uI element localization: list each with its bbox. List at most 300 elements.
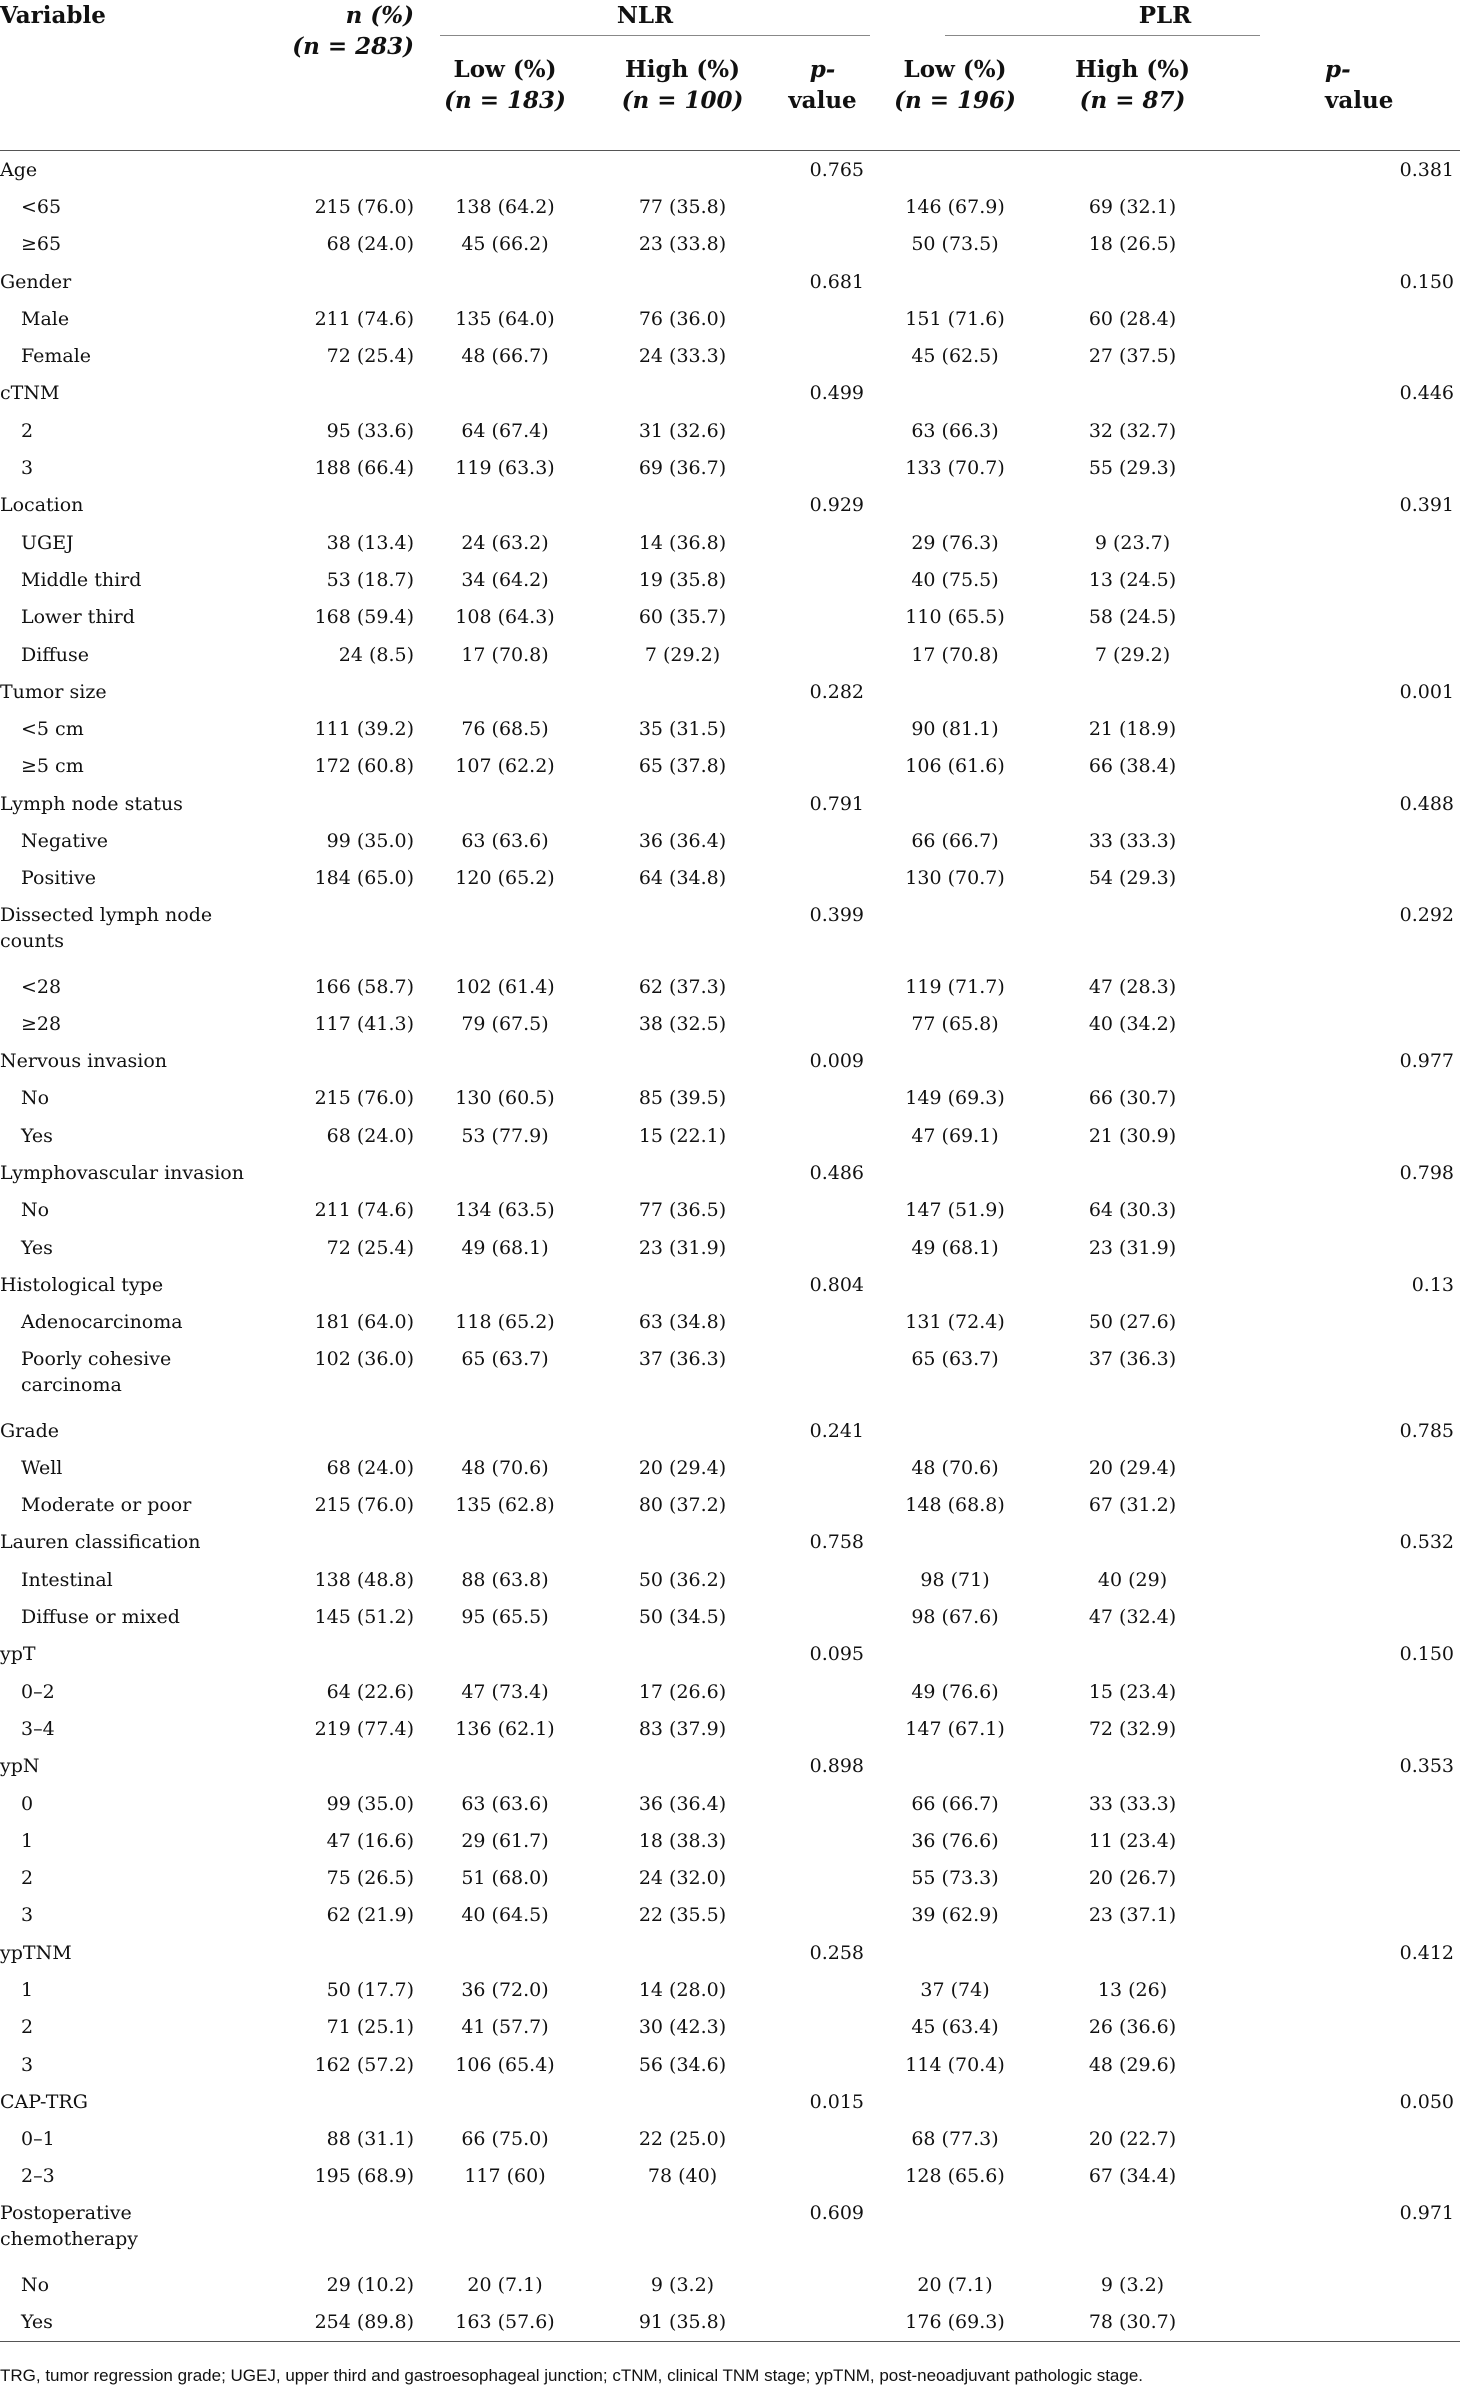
cell-plr-p-value [1225, 1192, 1460, 1229]
cell-plr-p-value [1225, 822, 1460, 859]
table-row [0, 636, 1460, 673]
cell-nlr-p-value: 0.499 [809, 382, 865, 405]
cell-plr-low: 131 (72.4) [905, 1311, 1005, 1334]
cell-plr-p-value [1225, 337, 1460, 374]
cell-nlr-p-value: 0.258 [809, 1941, 865, 1964]
cell-plr-high: 60 (28.4) [1088, 307, 1177, 330]
cell-nlr-high: 15 (22.1) [638, 1124, 727, 1147]
table-row [0, 337, 1460, 374]
cell-nlr-high: 35 (31.5) [638, 718, 727, 741]
table-row [0, 2158, 1460, 2195]
cell-nlr-high: 56 (34.6) [638, 2053, 727, 2076]
cell-nlr-low: 41 (57.7) [461, 2016, 549, 2039]
cell-n-total: 64 (22.6) [326, 1680, 414, 1703]
cell-n-total: 68 (24.0) [326, 1456, 414, 1479]
cell-plr-low: 176 (69.3) [870, 2303, 1040, 2341]
cell-nlr-p-value: 0.929 [809, 494, 865, 517]
cell-plr-low: 39 (62.9) [911, 1904, 999, 1927]
cell-n-total: 219 (77.4) [314, 1717, 414, 1740]
cell-variable: Lymphovascular invasion [0, 1162, 244, 1185]
cell-nlr-low: 24 (63.2) [461, 531, 549, 554]
cell-n-total: 102 (36.0) [314, 1347, 414, 1370]
cell-plr-low: 148 (68.8) [905, 1494, 1005, 1517]
cell-nlr-low: 130 (60.5) [455, 1087, 555, 1110]
header-plr-high: High (%) (n = 87) [1040, 36, 1225, 151]
cell-plr-p-value [1225, 1487, 1460, 1524]
cell-plr-high [1040, 673, 1225, 710]
cell-nlr-p-value [775, 1192, 870, 1229]
cell-plr-high: 21 (18.9) [1088, 718, 1177, 741]
cell-plr-p-value [1225, 2046, 1460, 2083]
table-row [0, 1229, 1460, 1266]
cell-nlr-p-value: 0.015 [809, 2090, 865, 2113]
cell-variable: 3 [21, 2053, 34, 2076]
cell-plr-high: 69 (32.1) [1088, 195, 1177, 218]
cell-nlr-p-value [775, 561, 870, 598]
cell-plr-high: 20 (26.7) [1088, 1867, 1177, 1890]
cell-nlr-high [590, 1412, 775, 1449]
table-row [0, 561, 1460, 598]
cell-variable: Diffuse or mixed [21, 1606, 180, 1629]
cell-nlr-p-value [775, 710, 870, 747]
cell-n-total: 68 (24.0) [326, 233, 414, 256]
cell-variable: CAP-TRG [0, 2090, 88, 2113]
table-row [0, 1561, 1460, 1598]
cell-nlr-low: 95 (65.5) [461, 1606, 549, 1629]
cell-plr-low: 20 (7.1) [917, 2273, 993, 2296]
cell-nlr-low: 163 (57.6) [420, 2303, 590, 2341]
cell-plr-low: 147 (67.1) [905, 1717, 1005, 1740]
cell-plr-high: 13 (24.5) [1088, 568, 1177, 591]
cell-plr-p-value [1225, 1673, 1460, 1710]
cell-variable: Diffuse [21, 643, 90, 666]
cell-variable: Yes [0, 2303, 260, 2341]
cell-variable: ≥5 cm [21, 755, 84, 778]
table-body [0, 151, 1460, 2342]
table-header [0, 0, 1460, 151]
header-nlr-low: Low (%) (n = 183) [420, 36, 590, 151]
cell-nlr-low: 135 (62.8) [455, 1494, 555, 1517]
table-row [0, 412, 1460, 449]
cell-nlr-high: 22 (25.0) [638, 2128, 727, 2151]
cell-nlr-high [590, 263, 775, 300]
cell-nlr-p-value: 0.609 [809, 2202, 865, 2225]
cell-plr-p-value: 0.050 [1399, 2090, 1455, 2113]
cell-variable: ypT [0, 1643, 36, 1666]
cell-plr-low: 77 (65.8) [911, 1012, 999, 1035]
cell-variable: Middle third [21, 568, 142, 591]
cell-n-total: 88 (31.1) [326, 2128, 414, 2151]
cell-nlr-high: 37 (36.3) [638, 1347, 727, 1370]
table-row [0, 710, 1460, 747]
cell-n-total: 62 (21.9) [326, 1904, 414, 1927]
cell-plr-p-value [1225, 561, 1460, 598]
cell-plr-low [870, 151, 1040, 189]
table-row [0, 2266, 1460, 2303]
cell-plr-high: 40 (34.2) [1088, 1012, 1177, 1035]
cell-variable: 1 [21, 1979, 34, 2001]
cell-plr-p-value: 0.488 [1399, 792, 1455, 815]
cell-plr-p-value [1225, 636, 1460, 673]
cell-variable: Yes [21, 1124, 53, 1147]
table-row-category [0, 897, 1460, 968]
header-plr: PLR [870, 0, 1460, 36]
cell-plr-low: 98 (71) [920, 1568, 990, 1591]
cell-plr-high [1040, 897, 1225, 968]
cell-nlr-p-value [775, 2009, 870, 2046]
cell-plr-low [870, 375, 1040, 412]
cell-plr-high [1040, 1043, 1225, 1080]
cell-plr-p-value: 0.532 [1399, 1531, 1455, 1554]
table-row-category [0, 263, 1460, 300]
cell-nlr-low: 36 (72.0) [461, 1979, 549, 2001]
table-row [0, 822, 1460, 859]
table-row-category [0, 1043, 1460, 1080]
cell-nlr-p-value [775, 412, 870, 449]
cell-nlr-low [420, 487, 590, 524]
cell-variable: Grade [0, 1419, 59, 1442]
cell-plr-high: 18 (26.5) [1088, 233, 1177, 256]
cell-nlr-low: 76 (68.5) [461, 718, 549, 741]
cell-plr-low: 66 (66.7) [911, 829, 999, 852]
cell-plr-p-value [1225, 1341, 1460, 1412]
cell-plr-high [1040, 2083, 1225, 2120]
cell-nlr-low: 135 (64.0) [455, 307, 555, 330]
cell-plr-high: 23 (37.1) [1088, 1904, 1177, 1927]
cell-n-total [260, 2195, 420, 2266]
cell-plr-low: 45 (62.5) [911, 345, 999, 368]
cell-variable: No [21, 1087, 50, 1110]
cell-nlr-low: 88 (63.8) [461, 1568, 549, 1591]
cell-n-total [260, 897, 420, 968]
cell-nlr-low: 29 (61.7) [461, 1829, 549, 1852]
cell-variable: Adenocarcinoma [21, 1311, 183, 1334]
cell-plr-low: 49 (68.1) [911, 1236, 999, 1259]
cell-n-total: 211 (74.6) [314, 1199, 414, 1222]
header-nlr: NLR [420, 0, 870, 36]
cell-nlr-low [420, 375, 590, 412]
table-row [0, 300, 1460, 337]
cell-nlr-p-value [775, 1117, 870, 1154]
cell-nlr-p-value [775, 1080, 870, 1117]
cell-variable: Negative [21, 829, 109, 852]
cell-nlr-p-value: 0.765 [809, 158, 865, 181]
cell-nlr-low: 79 (67.5) [461, 1012, 549, 1035]
table-row [0, 449, 1460, 486]
cell-plr-p-value [1225, 1561, 1460, 1598]
cell-plr-low: 128 (65.6) [905, 2165, 1005, 2188]
cell-plr-p-value: 0.446 [1399, 382, 1455, 405]
cell-n-total [260, 151, 420, 189]
cell-nlr-high [590, 487, 775, 524]
cell-nlr-low: 34 (64.2) [461, 568, 549, 591]
cell-nlr-low: 65 (63.7) [461, 1347, 549, 1370]
cell-nlr-low [420, 785, 590, 822]
cell-nlr-high: 60 (35.7) [638, 606, 727, 629]
cell-nlr-low: 47 (73.4) [461, 1680, 549, 1703]
cell-nlr-p-value [775, 300, 870, 337]
cell-plr-low [870, 1154, 1040, 1191]
cell-nlr-high: 17 (26.6) [638, 1680, 727, 1703]
cell-plr-high: 64 (30.3) [1088, 1199, 1177, 1222]
cell-plr-low: 149 (69.3) [905, 1087, 1005, 1110]
table-row-category [0, 2195, 1460, 2266]
cell-variable: ≥28 [21, 1012, 62, 1035]
cell-variable: cTNM [0, 382, 60, 405]
cell-nlr-p-value [775, 1897, 870, 1934]
cell-plr-p-value: 0.292 [1399, 903, 1455, 926]
cell-plr-high [1040, 1934, 1225, 1971]
cell-plr-p-value: 0.971 [1399, 2202, 1455, 2225]
cell-plr-low: 133 (70.7) [905, 457, 1005, 480]
cell-plr-high [1040, 1154, 1225, 1191]
cell-plr-high: 67 (31.2) [1088, 1494, 1177, 1517]
cell-plr-low [870, 1524, 1040, 1561]
cell-nlr-low: 64 (67.4) [461, 419, 549, 442]
cell-nlr-p-value [775, 1487, 870, 1524]
cell-plr-low: 48 (70.6) [911, 1456, 999, 1479]
cell-plr-p-value [1225, 300, 1460, 337]
cell-nlr-high: 31 (32.6) [638, 419, 727, 442]
cell-nlr-high [590, 2195, 775, 2266]
cell-n-total [260, 1412, 420, 1449]
cell-nlr-p-value [775, 1822, 870, 1859]
cell-nlr-high: 14 (36.8) [638, 531, 727, 554]
cell-nlr-p-value [775, 524, 870, 561]
table-row-category [0, 785, 1460, 822]
cell-nlr-p-value: 0.095 [809, 1643, 865, 1666]
cell-variable: 2–3 [21, 2165, 55, 2188]
cell-plr-high: 78 (30.7) [1040, 2303, 1225, 2341]
cell-nlr-high [590, 897, 775, 968]
cell-nlr-low [420, 2083, 590, 2120]
cell-nlr-p-value [775, 2046, 870, 2083]
cell-nlr-p-value: 0.009 [809, 1050, 865, 1073]
table-row-category [0, 673, 1460, 710]
cell-plr-low: 90 (81.1) [911, 718, 999, 741]
cell-nlr-high [590, 1934, 775, 1971]
cell-nlr-low [420, 897, 590, 968]
cell-plr-low: 49 (76.6) [911, 1680, 999, 1703]
cell-variable: Dissected lymph node counts [0, 903, 213, 952]
cell-n-total [260, 1043, 420, 1080]
cell-nlr-low: 49 (68.1) [461, 1236, 549, 1259]
cell-plr-high: 47 (32.4) [1088, 1606, 1177, 1629]
cell-plr-p-value [1225, 1229, 1460, 1266]
cell-nlr-high: 50 (34.5) [638, 1606, 727, 1629]
cell-plr-p-value [1225, 1859, 1460, 1896]
cell-plr-high: 66 (30.7) [1088, 1087, 1177, 1110]
cell-nlr-low: 17 (70.8) [461, 643, 549, 666]
cell-nlr-p-value [775, 1710, 870, 1747]
cell-plr-p-value [1225, 710, 1460, 747]
cell-nlr-low: 119 (63.3) [455, 457, 555, 480]
cell-nlr-high: 24 (33.3) [638, 345, 727, 368]
cell-nlr-high: 63 (34.8) [638, 1311, 727, 1334]
cell-plr-low [870, 785, 1040, 822]
cell-plr-p-value [1225, 1080, 1460, 1117]
cell-n-total: 168 (59.4) [314, 606, 414, 629]
table-row-category [0, 1636, 1460, 1673]
cell-nlr-high: 83 (37.9) [638, 1717, 727, 1740]
cell-nlr-high: 85 (39.5) [638, 1087, 727, 1110]
cell-plr-high: 47 (28.3) [1088, 975, 1177, 998]
cell-plr-p-value [1225, 188, 1460, 225]
cell-plr-high: 40 (29) [1097, 1568, 1168, 1591]
cell-plr-low: 110 (65.5) [905, 606, 1005, 629]
header-n-total: n (%) (n = 283) [260, 0, 420, 151]
table-row [0, 2046, 1460, 2083]
cell-nlr-low [420, 2195, 590, 2266]
cell-nlr-high [590, 1266, 775, 1303]
cell-variable: 0 [21, 1792, 34, 1815]
cell-nlr-low: 63 (63.6) [461, 1792, 549, 1815]
cell-plr-high: 9 (3.2) [1100, 2273, 1165, 2296]
cell-plr-low [870, 897, 1040, 968]
cell-nlr-high [590, 2083, 775, 2120]
cell-nlr-low [420, 1043, 590, 1080]
cell-nlr-p-value [775, 2121, 870, 2158]
cell-nlr-low [420, 151, 590, 189]
cell-nlr-high: 78 (40) [647, 2165, 718, 2188]
cell-variable: 2 [21, 419, 34, 442]
table-row [0, 599, 1460, 636]
cell-nlr-high [590, 1154, 775, 1191]
cell-nlr-high: 62 (37.3) [638, 975, 727, 998]
cell-n-total: 99 (35.0) [326, 829, 414, 852]
cell-plr-low: 40 (75.5) [911, 568, 999, 591]
cell-plr-p-value [1225, 1897, 1460, 1934]
cell-nlr-low: 117 (60) [464, 2165, 546, 2188]
cell-plr-high: 48 (29.6) [1088, 2053, 1177, 2076]
cell-plr-low [870, 263, 1040, 300]
table-row [0, 1598, 1460, 1635]
cell-n-total [260, 1154, 420, 1191]
cell-nlr-low [420, 1412, 590, 1449]
cell-nlr-low: 136 (62.1) [455, 1717, 555, 1740]
table-row [0, 1859, 1460, 1896]
cell-plr-high [1040, 1412, 1225, 1449]
cell-nlr-high [590, 673, 775, 710]
table-row [0, 1897, 1460, 1934]
cell-n-total: 172 (60.8) [314, 755, 414, 778]
cell-plr-low: 66 (66.7) [911, 1792, 999, 1815]
cell-plr-low: 17 (70.8) [911, 643, 999, 666]
cell-variable: Lauren classification [0, 1531, 201, 1554]
cell-nlr-high: 23 (31.9) [638, 1236, 727, 1259]
cell-nlr-high: 77 (36.5) [638, 1199, 727, 1222]
table-row [0, 1449, 1460, 1486]
cell-variable: Histological type [0, 1273, 164, 1296]
cell-variable: Postoperative chemotherapy [0, 2202, 139, 2251]
cell-nlr-p-value [775, 1971, 870, 2008]
cell-n-total: 71 (25.1) [326, 2016, 414, 2039]
cell-nlr-low [420, 1524, 590, 1561]
cell-plr-p-value [1225, 748, 1460, 785]
cell-nlr-high: 30 (42.3) [638, 2016, 727, 2039]
cell-plr-high: 20 (29.4) [1088, 1456, 1177, 1479]
table-row [0, 1487, 1460, 1524]
cell-plr-high [1040, 1524, 1225, 1561]
cell-variable: <5 cm [21, 718, 84, 741]
cell-n-total [260, 1934, 420, 1971]
cell-nlr-p-value: 0.758 [809, 1531, 865, 1554]
cell-variable: 3 [21, 1904, 34, 1927]
cell-plr-high [1040, 1266, 1225, 1303]
cell-plr-low [870, 1934, 1040, 1971]
table-row-category [0, 1154, 1460, 1191]
cell-nlr-high: 23 (33.8) [638, 233, 727, 256]
cell-nlr-high: 18 (38.3) [638, 1829, 727, 1852]
cell-plr-high: 37 (36.3) [1088, 1347, 1177, 1370]
cell-n-total: 24 (8.5) [338, 643, 414, 666]
cell-nlr-p-value: 0.282 [809, 680, 865, 703]
table-row [0, 1971, 1460, 2008]
cell-plr-low: 119 (71.7) [905, 975, 1005, 998]
cell-n-total: 215 (76.0) [314, 1494, 414, 1517]
cell-nlr-p-value: 0.791 [809, 792, 865, 815]
cell-variable: Well [21, 1456, 63, 1479]
cell-nlr-high: 77 (35.8) [638, 195, 727, 218]
cell-nlr-p-value [775, 1449, 870, 1486]
cell-nlr-high: 7 (29.2) [644, 643, 721, 666]
cell-variable: UGEJ [21, 531, 74, 554]
cell-n-total: 50 (17.7) [326, 1979, 414, 2001]
cell-nlr-low [420, 1154, 590, 1191]
cell-nlr-p-value [775, 2266, 870, 2303]
cell-variable: Poorly cohesive carcinoma [21, 1347, 172, 1396]
cell-variable: 2 [21, 2016, 34, 2039]
cell-n-total: 145 (51.2) [314, 1606, 414, 1629]
cell-nlr-high: 64 (34.8) [638, 867, 727, 890]
cell-plr-p-value [1225, 1822, 1460, 1859]
cell-nlr-high: 38 (32.5) [638, 1012, 727, 1035]
cell-plr-high: 13 (26) [1097, 1979, 1168, 2001]
cell-plr-p-value: 0.412 [1399, 1941, 1455, 1964]
cell-nlr-high [590, 1524, 775, 1561]
cell-nlr-p-value [775, 449, 870, 486]
cell-nlr-high: 76 (36.0) [638, 307, 727, 330]
table-row [0, 1710, 1460, 1747]
table-row [0, 2009, 1460, 2046]
cell-plr-p-value: 0.353 [1399, 1755, 1455, 1778]
header-nlr-p-value: p- value [775, 36, 870, 151]
cell-nlr-low: 40 (64.5) [461, 1904, 549, 1927]
cell-plr-high: 55 (29.3) [1088, 457, 1177, 480]
cell-plr-high [1040, 151, 1225, 189]
cell-variable: ypN [0, 1755, 40, 1778]
cell-n-total [260, 673, 420, 710]
cell-nlr-low: 106 (65.4) [455, 2053, 555, 2076]
cell-n-total: 111 (39.2) [314, 718, 414, 741]
cell-n-total: 72 (25.4) [326, 1236, 414, 1259]
cell-n-total: 68 (24.0) [326, 1124, 414, 1147]
cell-plr-high: 33 (33.3) [1088, 1792, 1177, 1815]
cell-nlr-high: 22 (35.5) [638, 1904, 727, 1927]
table-row-category [0, 2083, 1460, 2120]
cell-plr-p-value [1225, 1117, 1460, 1154]
cell-nlr-low [420, 1748, 590, 1785]
cell-nlr-high: 36 (36.4) [638, 829, 727, 852]
cell-nlr-high [590, 1043, 775, 1080]
cell-plr-p-value: 0.001 [1399, 680, 1455, 703]
cell-nlr-p-value [775, 2303, 870, 2341]
cell-plr-p-value: 0.13 [1411, 1273, 1455, 1296]
cell-nlr-high: 50 (36.2) [638, 1568, 727, 1591]
cell-plr-p-value [1225, 449, 1460, 486]
cell-plr-p-value: 0.381 [1399, 158, 1455, 181]
cell-variable: Lower third [21, 606, 135, 629]
